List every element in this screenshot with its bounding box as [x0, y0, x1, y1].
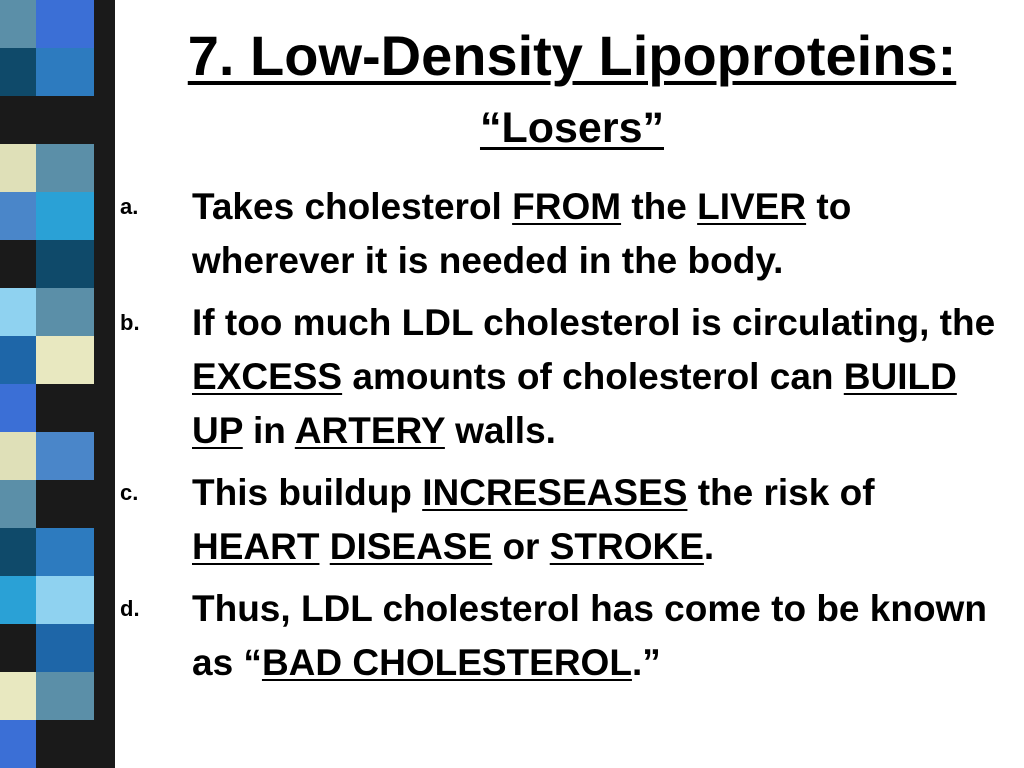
stripe-block: [94, 480, 115, 528]
bullet-text: This buildup: [192, 472, 423, 513]
stripe-block: [0, 0, 36, 48]
stripe-block: [36, 144, 94, 192]
stripe-block: [0, 672, 36, 720]
stripe-block: [0, 144, 36, 192]
bullet-item: [120, 180, 1000, 288]
bullet-marker: d.: [120, 596, 140, 621]
stripe-row: [0, 240, 115, 288]
bullet-item: [120, 582, 1000, 690]
stripe-block: [0, 576, 36, 624]
stripe-block: [36, 624, 94, 672]
bullet-item: [120, 466, 1000, 574]
emphasized-term: STROKE: [549, 526, 704, 567]
stripe-row: [0, 48, 115, 96]
bullet-text: If too much LDL cholesterol is circulating, the: [192, 302, 996, 343]
stripe-block: [0, 48, 36, 96]
bullet-text: .”: [631, 642, 661, 683]
emphasized-term: BUILD: [843, 356, 957, 397]
stripe-block: [94, 144, 115, 192]
slide-title: 7. Low-Density Lipoproteins:: [187, 24, 957, 87]
stripe-block: [94, 288, 115, 336]
bullet-marker: b.: [120, 310, 140, 335]
stripe-block: [36, 240, 94, 288]
stripe-block: [36, 384, 94, 432]
stripe-row: [0, 144, 115, 192]
stripe-block: [0, 432, 36, 480]
bullet-text: [319, 526, 329, 567]
stripe-block: [94, 336, 115, 384]
stripe-block: [94, 240, 115, 288]
stripe-block: [94, 624, 115, 672]
stripe-block: [94, 96, 115, 144]
stripe-block: [94, 672, 115, 720]
stripe-row: [0, 0, 115, 48]
bullet-marker: a.: [120, 194, 139, 219]
bullet-text: Thus, LDL cholesterol has come to be known as “: [192, 588, 987, 683]
stripe-row: [0, 480, 115, 528]
decorative-stripe-bar: [0, 0, 115, 768]
stripe-row: [0, 720, 115, 768]
bullet-text: .: [703, 526, 715, 567]
stripe-block: [94, 528, 115, 576]
stripe-block: [36, 672, 94, 720]
stripe-block: [94, 0, 115, 48]
stripe-block: [36, 0, 94, 48]
stripe-block: [0, 336, 36, 384]
stripe-row: [0, 96, 115, 144]
stripe-block: [94, 48, 115, 96]
emphasized-term: EXCESS: [192, 356, 343, 397]
bullet-text: to wherever it is needed in the body.: [192, 186, 852, 281]
stripe-block: [36, 480, 94, 528]
stripe-block: [36, 288, 94, 336]
bullet-text: or: [492, 526, 550, 567]
stripe-block: [0, 624, 36, 672]
slide-subtitle: “Losers”: [479, 104, 664, 152]
stripe-block: [36, 336, 94, 384]
emphasized-term: LIVER: [697, 186, 807, 227]
emphasized-term: FROM: [512, 186, 622, 227]
emphasized-term: INCRESEASES: [422, 472, 688, 513]
emphasized-term: ARTERY: [294, 410, 445, 451]
stripe-row: [0, 336, 115, 384]
stripe-row: [0, 384, 115, 432]
bullet-text: in: [242, 410, 295, 451]
emphasized-term: HEART: [192, 526, 320, 567]
bullet-text: walls.: [444, 410, 556, 451]
stripe-block: [0, 96, 36, 144]
stripe-block: [94, 384, 115, 432]
stripe-block: [0, 528, 36, 576]
emphasized-term: UP: [192, 410, 243, 451]
bullet-text: Takes cholesterol: [192, 186, 513, 227]
bullet-text: the: [621, 186, 698, 227]
stripe-block: [36, 432, 94, 480]
bullet-item: [120, 296, 1000, 458]
stripe-block: [36, 720, 94, 768]
bullet-text: amounts of cholesterol can: [342, 356, 844, 397]
emphasized-term: DISEASE: [329, 526, 493, 567]
stripe-block: [94, 720, 115, 768]
stripe-block: [0, 240, 36, 288]
stripe-block: [36, 96, 94, 144]
stripe-row: [0, 528, 115, 576]
stripe-row: [0, 288, 115, 336]
bullet-list: [120, 180, 1000, 698]
stripe-block: [94, 192, 115, 240]
stripe-row: [0, 432, 115, 480]
stripe-row: [0, 672, 115, 720]
stripe-row: [0, 576, 115, 624]
stripe-block: [36, 576, 94, 624]
stripe-block: [94, 432, 115, 480]
stripe-block: [94, 576, 115, 624]
stripe-row: [0, 624, 115, 672]
stripe-block: [36, 48, 94, 96]
stripe-block: [0, 288, 36, 336]
emphasized-term: BAD CHOLESTEROL: [261, 642, 632, 683]
stripe-block: [0, 720, 36, 768]
stripe-block: [36, 192, 94, 240]
bullet-marker: c.: [120, 480, 139, 505]
stripe-block: [0, 384, 36, 432]
stripe-row: [0, 192, 115, 240]
stripe-block: [0, 480, 36, 528]
stripe-block: [0, 192, 36, 240]
stripe-block: [36, 528, 94, 576]
bullet-text: the risk of: [687, 472, 875, 513]
